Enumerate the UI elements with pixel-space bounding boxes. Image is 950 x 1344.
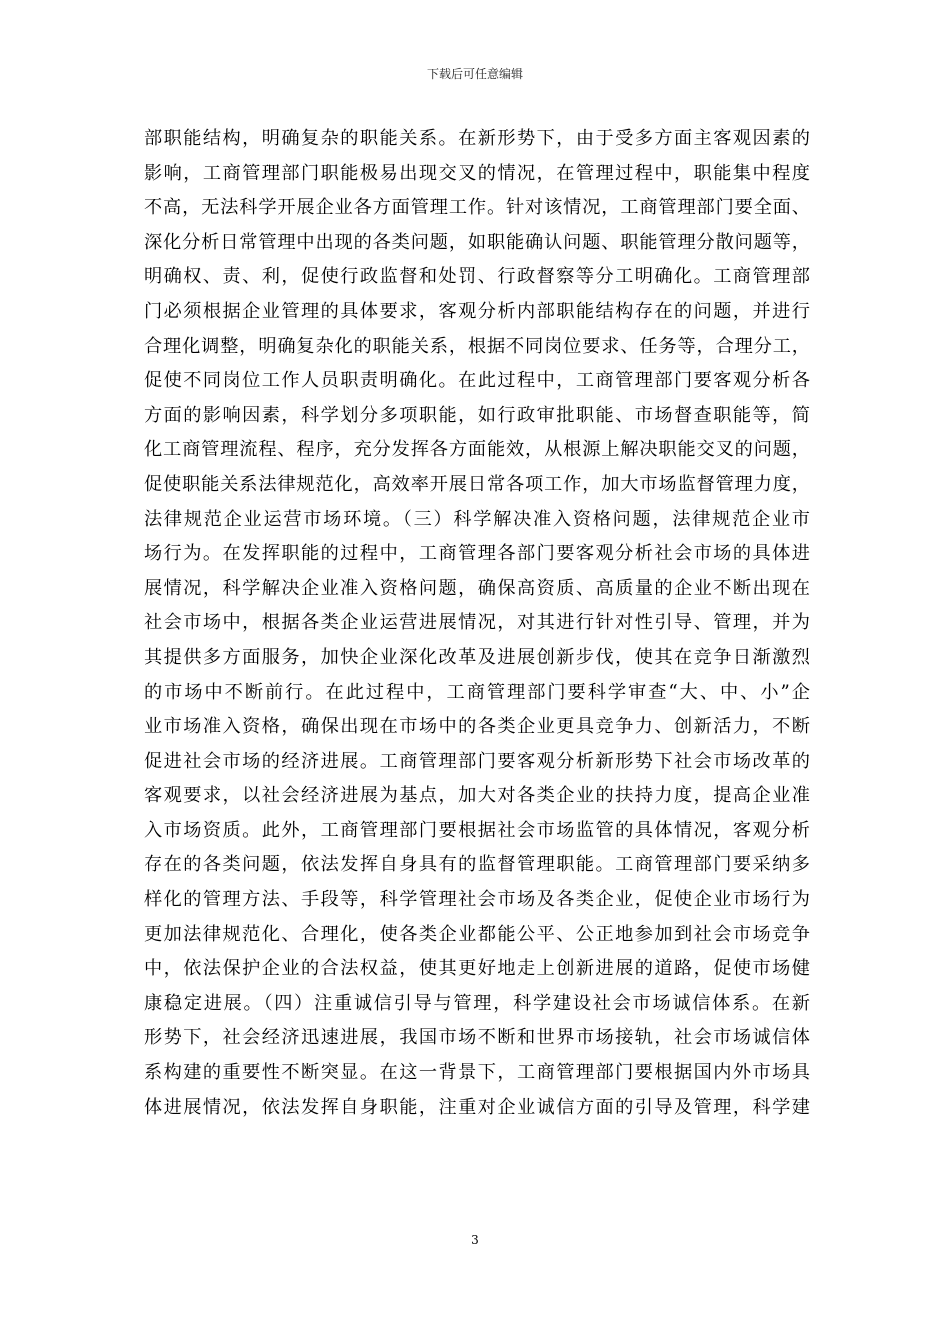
- body-line: 客观要求，以社会经济进展为基点，加大对各类企业的扶持力度，提高企业准: [144, 785, 810, 807]
- body-line: 社会市场中，根据各类企业运营进展情况，对其进行针对性引导、管理，并为: [144, 612, 810, 634]
- body-line: 法律规范企业运营市场环境。（三）科学解决准入资格问题，法律规范企业市: [144, 508, 810, 530]
- page-number: 3: [471, 1233, 479, 1247]
- body-line: 促使职能关系法律规范化，高效率开展日常各项工作，加大市场监督管理力度，: [144, 473, 810, 495]
- body-line: 影响，工商管理部门职能极易出现交叉的情况，在管理过程中，职能集中程度: [144, 162, 810, 184]
- body-line: 促使不同岗位工作人员职责明确化。在此过程中，工商管理部门要客观分析各: [144, 370, 810, 392]
- body-line: 形势下，社会经济迅速进展，我国市场不断和世界市场接轨，社会市场诚信体: [144, 1027, 810, 1049]
- body-line: 业市场准入资格，确保出现在市场中的各类企业更具竞争力、创新活力，不断: [144, 716, 810, 738]
- body-line: 中，依法保护企业的合法权益，使其更好地走上创新进展的道路，促使市场健: [144, 958, 810, 980]
- body-line: 化工商管理流程、程序，充分发挥各方面能效，从根源上解决职能交叉的问题，: [144, 439, 810, 461]
- body-line: 促进社会市场的经济进展。工商管理部门要客观分析新形势下社会市场改革的: [144, 750, 810, 772]
- body-line: 方面的影响因素，科学划分多项职能，如行政审批职能、市场督查职能等，简: [144, 404, 810, 426]
- body-line: 部职能结构，明确复杂的职能关系。在新形势下，由于受多方面主客观因素的: [144, 128, 810, 149]
- body-line: 其提供多方面服务，加快企业深化改革及进展创新步伐，使其在竞争日渐激烈: [144, 646, 810, 668]
- body-line: 合理化调整，明确复杂化的职能关系，根据不同岗位要求、任务等，合理分工，: [144, 335, 810, 357]
- page-header: 下载后可任意编辑: [426, 67, 523, 81]
- body-line: 系构建的重要性不断突显。在这一背景下，工商管理部门要根据国内外市场具: [144, 1062, 810, 1084]
- body-line: 更加法律规范化、合理化，使各类企业都能公平、公正地参加到社会市场竞争: [144, 923, 810, 945]
- body-line: 明确权、责、利，促使行政监督和处罚、行政督察等分工明确化。工商管理部: [144, 266, 810, 288]
- body-line: 入市场资质。此外，工商管理部门要根据社会市场监管的具体情况，客观分析: [144, 819, 810, 841]
- body-line: 的市场中不断前行。在此过程中，工商管理部门要科学审查“大、中、小”企: [144, 681, 810, 703]
- body-text: [144, 122, 810, 1125]
- body-line: 场行为。在发挥职能的过程中，工商管理各部门要客观分析社会市场的具体进: [144, 543, 810, 565]
- body-line: 展情况，科学解决企业准入资格问题，确保高资质、高质量的企业不断出现在: [144, 577, 810, 599]
- body-line: 存在的各类问题，依法发挥自身具有的监督管理职能。工商管理部门要采纳多: [144, 854, 810, 876]
- body-line: 体进展情况，依法发挥自身职能，注重对企业诚信方面的引导及管理，科学建: [144, 1096, 810, 1118]
- body-line: 康稳定进展。（四）注重诚信引导与管理，科学建设社会市场诚信体系。在新: [144, 992, 810, 1014]
- body-line: 深化分析日常管理中出现的各类问题，如职能确认问题、职能管理分散问题等，: [144, 231, 810, 253]
- body-line: 不高，无法科学开展企业各方面管理工作。针对该情况，工商管理部门要全面、: [144, 197, 810, 219]
- body-line: 门必须根据企业管理的具体要求，客观分析内部职能结构存在的问题，并进行: [144, 300, 810, 322]
- body-line: 样化的管理方法、手段等，科学管理社会市场及各类企业，促使企业市场行为: [144, 889, 810, 911]
